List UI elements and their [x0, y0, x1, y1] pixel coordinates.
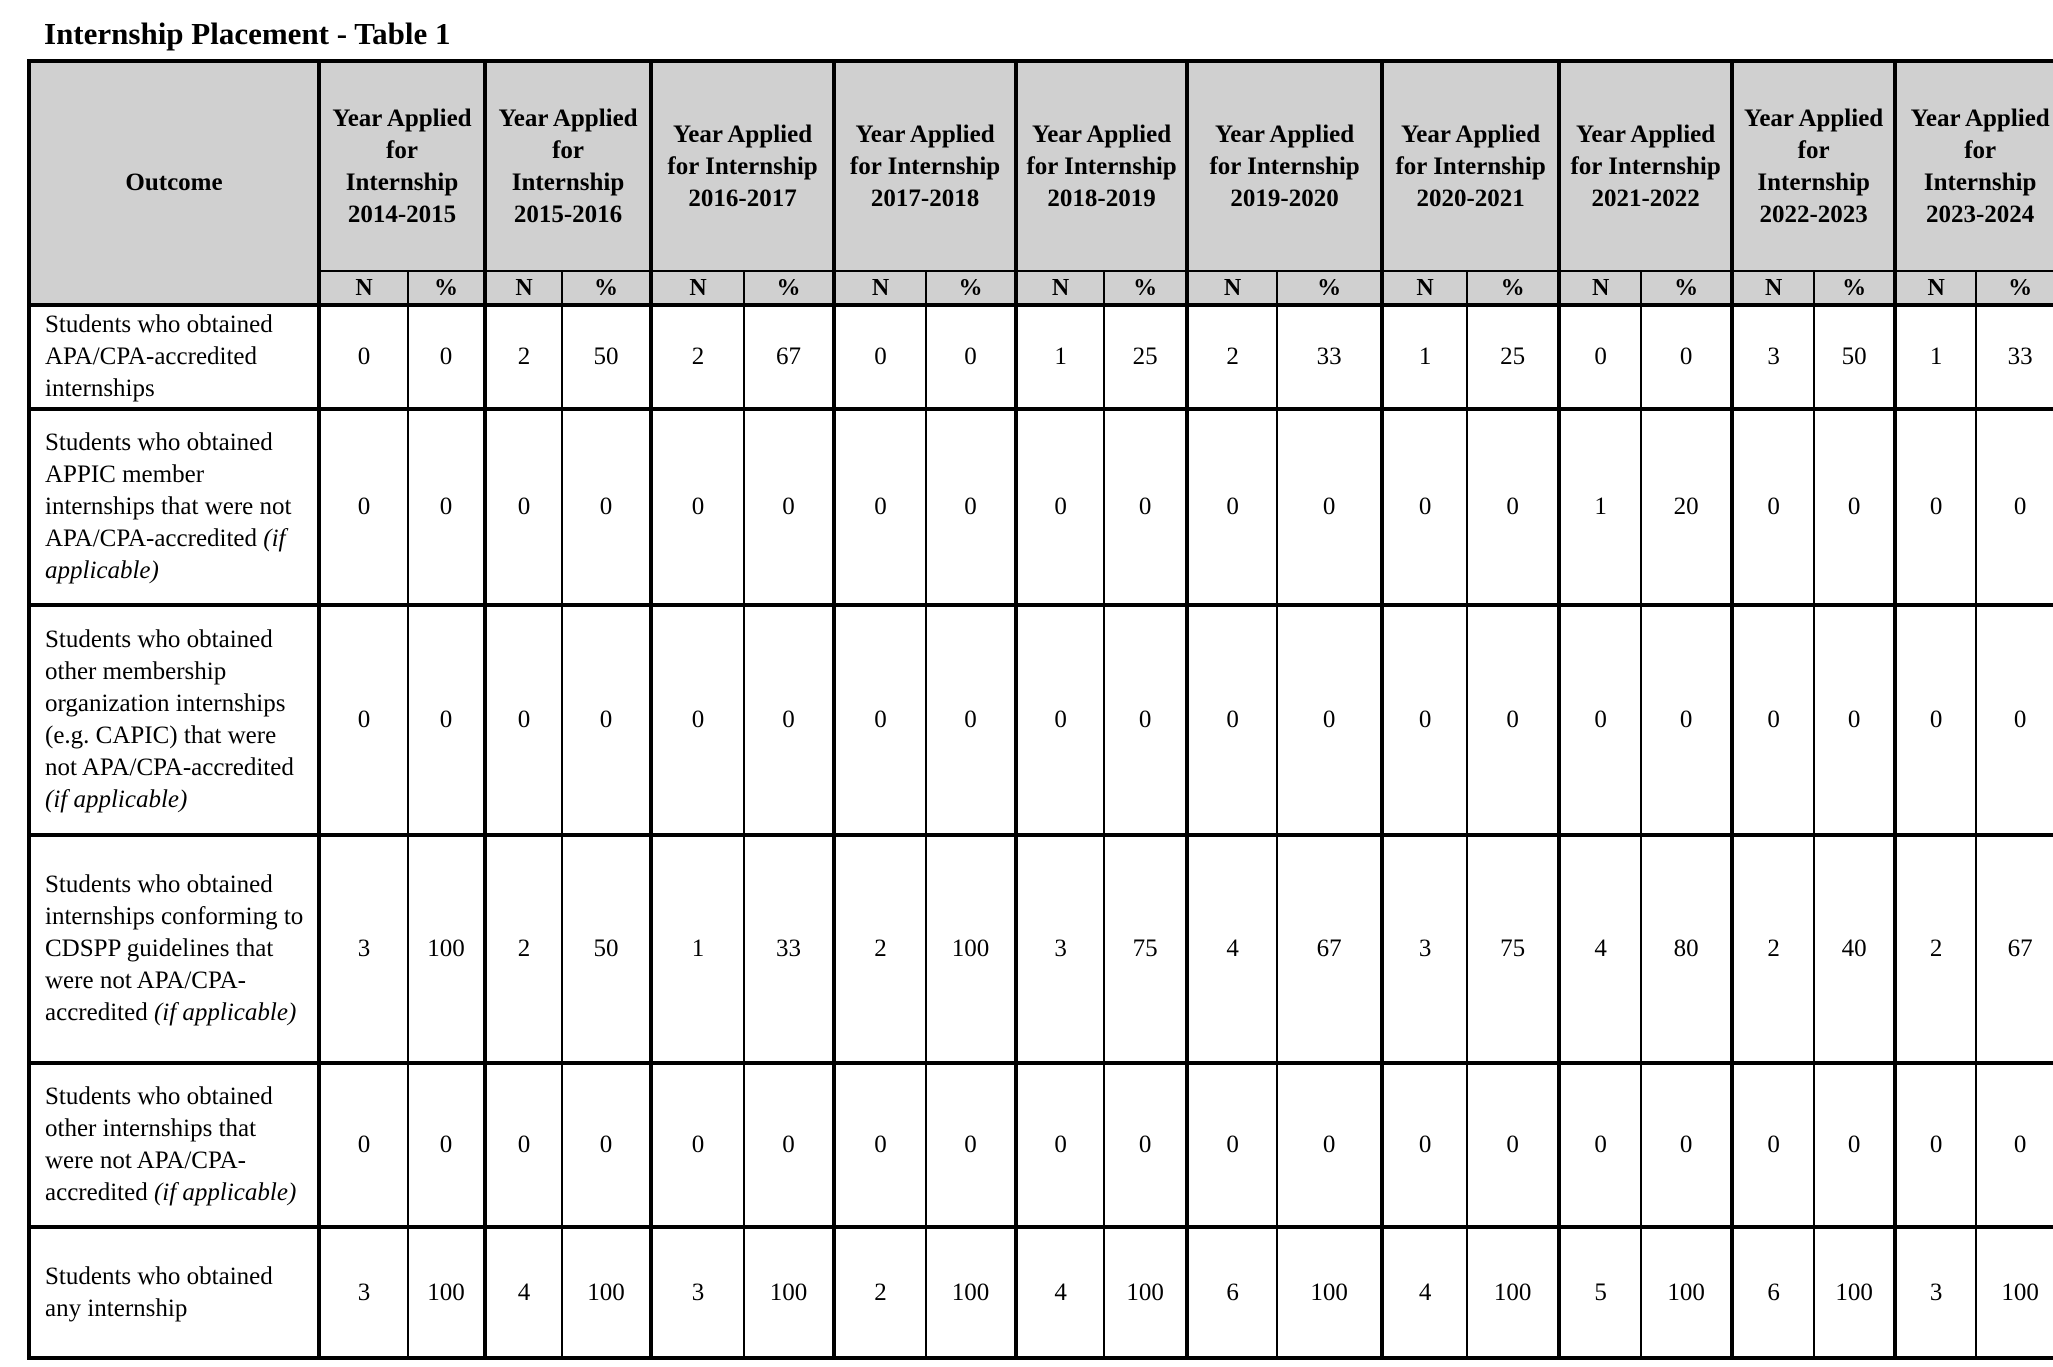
- percent-cell: 100: [562, 1227, 651, 1358]
- percent-cell: 40: [1814, 835, 1895, 1063]
- n-cell: 2: [1895, 835, 1976, 1063]
- percent-cell: 0: [926, 1063, 1016, 1227]
- n-column-header: N: [1382, 271, 1467, 305]
- percent-cell: 0: [1814, 605, 1895, 835]
- percent-cell: 0: [1976, 605, 2053, 835]
- year-header: Year Applied for Internship 2021-2022: [1559, 61, 1732, 271]
- percent-cell: 67: [744, 305, 834, 409]
- outcome-header: Outcome: [29, 61, 319, 305]
- percent-cell: 75: [1467, 835, 1559, 1063]
- n-cell: 6: [1187, 1227, 1277, 1358]
- n-cell: 3: [319, 1227, 408, 1358]
- percent-cell: 0: [1277, 605, 1382, 835]
- percent-cell: 50: [562, 305, 651, 409]
- n-cell: 1: [1895, 305, 1976, 409]
- n-cell: 1: [1382, 305, 1467, 409]
- n-cell: 6: [1732, 1227, 1814, 1358]
- percent-column-header: %: [744, 271, 834, 305]
- outcome-note: (if applicable): [45, 786, 188, 813]
- n-cell: 2: [1187, 305, 1277, 409]
- n-cell: 2: [1732, 835, 1814, 1063]
- n-cell: 0: [485, 1063, 562, 1227]
- n-cell: 0: [834, 305, 926, 409]
- percent-cell: 0: [1641, 605, 1732, 835]
- n-cell: 0: [651, 1063, 744, 1227]
- percent-cell: 0: [408, 1063, 485, 1227]
- percent-cell: 75: [1104, 835, 1187, 1063]
- percent-cell: 0: [1976, 1063, 2053, 1227]
- n-cell: 0: [1187, 409, 1277, 605]
- n-cell: 0: [1895, 1063, 1976, 1227]
- percent-cell: 0: [1641, 1063, 1732, 1227]
- n-column-header: N: [1016, 271, 1104, 305]
- percent-cell: 0: [408, 305, 485, 409]
- percent-cell: 100: [1277, 1227, 1382, 1358]
- n-cell: 0: [1382, 605, 1467, 835]
- percent-cell: 0: [1104, 605, 1187, 835]
- percent-cell: 0: [408, 605, 485, 835]
- year-header: Year Applied for Internship 2019-2020: [1187, 61, 1382, 271]
- n-cell: 0: [1559, 605, 1641, 835]
- percent-cell: 80: [1641, 835, 1732, 1063]
- percent-cell: 0: [926, 305, 1016, 409]
- percent-cell: 0: [1277, 1063, 1382, 1227]
- percent-cell: 0: [1467, 1063, 1559, 1227]
- percent-cell: 100: [744, 1227, 834, 1358]
- outcome-cell: [29, 605, 319, 835]
- n-cell: 0: [1016, 409, 1104, 605]
- n-cell: 3: [1016, 835, 1104, 1063]
- percent-cell: 100: [926, 1227, 1016, 1358]
- n-cell: 0: [1187, 605, 1277, 835]
- table-row: [29, 835, 2053, 1063]
- n-cell: 0: [1187, 1063, 1277, 1227]
- percent-column-header: %: [926, 271, 1016, 305]
- percent-cell: 0: [1277, 409, 1382, 605]
- n-cell: 2: [651, 305, 744, 409]
- outcome-text: Students who obtained APPIC member internships that were not APA/CPA-accredited: [45, 429, 292, 552]
- n-cell: 3: [651, 1227, 744, 1358]
- table-row: [29, 1227, 2053, 1358]
- n-cell: 0: [485, 409, 562, 605]
- percent-cell: 25: [1467, 305, 1559, 409]
- n-cell: 0: [1559, 1063, 1641, 1227]
- n-cell: 0: [1016, 605, 1104, 835]
- percent-column-header: %: [1104, 271, 1187, 305]
- n-cell: 0: [834, 1063, 926, 1227]
- year-header: Year Applied for Internship 2022-2023: [1732, 61, 1895, 271]
- percent-cell: 0: [744, 409, 834, 605]
- table-row: [29, 409, 2053, 605]
- year-header: Year Applied for Internship 2014-2015: [319, 61, 485, 271]
- n-cell: 0: [651, 605, 744, 835]
- percent-cell: 100: [1641, 1227, 1732, 1358]
- percent-cell: 0: [1467, 409, 1559, 605]
- outcome-note: (if applicable): [45, 525, 286, 584]
- outcome-text: Students who obtained internships conforming to CDSPP guidelines that were not APA/CPA-accredited: [45, 871, 304, 1026]
- n-cell: 0: [485, 605, 562, 835]
- percent-cell: 33: [744, 835, 834, 1063]
- n-column-header: N: [1559, 271, 1641, 305]
- percent-column-header: %: [1814, 271, 1895, 305]
- n-cell: 0: [1732, 409, 1814, 605]
- n-cell: 4: [1016, 1227, 1104, 1358]
- percent-cell: 0: [1104, 1063, 1187, 1227]
- percent-cell: 100: [408, 1227, 485, 1358]
- n-cell: 4: [1559, 835, 1641, 1063]
- percent-cell: 0: [408, 409, 485, 605]
- percent-cell: 33: [1976, 305, 2053, 409]
- n-cell: 0: [1895, 605, 1976, 835]
- percent-cell: 100: [408, 835, 485, 1063]
- percent-cell: 0: [926, 605, 1016, 835]
- percent-cell: 0: [1641, 305, 1732, 409]
- percent-cell: 100: [1814, 1227, 1895, 1358]
- percent-column-header: %: [1277, 271, 1382, 305]
- n-cell: 4: [485, 1227, 562, 1358]
- n-cell: 0: [319, 305, 408, 409]
- n-cell: 0: [1732, 605, 1814, 835]
- n-cell: 0: [651, 409, 744, 605]
- percent-cell: 67: [1976, 835, 2053, 1063]
- n-cell: 2: [834, 835, 926, 1063]
- percent-cell: 67: [1277, 835, 1382, 1063]
- percent-cell: 0: [1467, 605, 1559, 835]
- year-header: Year Applied for Internship 2020-2021: [1382, 61, 1559, 271]
- n-cell: 0: [1016, 1063, 1104, 1227]
- internship-placement-table: [27, 59, 2053, 1360]
- percent-cell: 0: [1104, 409, 1187, 605]
- n-cell: 5: [1559, 1227, 1641, 1358]
- n-cell: 0: [1895, 409, 1976, 605]
- n-cell: 0: [834, 409, 926, 605]
- n-cell: 4: [1382, 1227, 1467, 1358]
- n-cell: 0: [834, 605, 926, 835]
- n-column-header: N: [834, 271, 926, 305]
- outcome-text: Students who obtained any internship: [45, 1262, 273, 1322]
- year-header: Year Applied for Internship 2018-2019: [1016, 61, 1187, 271]
- percent-column-header: %: [408, 271, 485, 305]
- percent-cell: 0: [744, 1063, 834, 1227]
- page-title: Internship Placement - Table 1: [44, 16, 451, 51]
- n-column-header: N: [1895, 271, 1976, 305]
- n-cell: 0: [1732, 1063, 1814, 1227]
- year-header: Year Applied for Internship 2017-2018: [834, 61, 1016, 271]
- n-cell: 0: [319, 409, 408, 605]
- n-cell: 1: [651, 835, 744, 1063]
- n-column-header: N: [651, 271, 744, 305]
- percent-cell: 50: [562, 835, 651, 1063]
- percent-column-header: %: [1641, 271, 1732, 305]
- percent-cell: 100: [1104, 1227, 1187, 1358]
- outcome-note: (if applicable): [153, 999, 297, 1026]
- n-cell: 3: [1382, 835, 1467, 1063]
- n-column-header: N: [319, 271, 408, 305]
- n-column-header: N: [1732, 271, 1814, 305]
- percent-cell: 0: [926, 409, 1016, 605]
- outcome-cell: [29, 1063, 319, 1227]
- percent-cell: 0: [1814, 409, 1895, 605]
- table-row: [29, 1063, 2053, 1227]
- percent-cell: 50: [1814, 305, 1895, 409]
- outcome-cell: [29, 835, 319, 1063]
- year-header: Year Applied for Internship 2015-2016: [485, 61, 651, 271]
- n-cell: 2: [485, 305, 562, 409]
- n-cell: 1: [1016, 305, 1104, 409]
- percent-cell: 100: [1976, 1227, 2053, 1358]
- n-cell: 0: [1559, 305, 1641, 409]
- n-cell: 0: [1382, 1063, 1467, 1227]
- table-row: [29, 305, 2053, 409]
- outcome-note: (if applicable): [153, 1179, 297, 1206]
- percent-cell: 0: [744, 605, 834, 835]
- n-cell: 3: [319, 835, 408, 1063]
- percent-cell: 25: [1104, 305, 1187, 409]
- outcome-cell: [29, 409, 319, 605]
- percent-cell: 0: [1976, 409, 2053, 605]
- outcome-text: Students who obtained other internships that were not APA/CPA-accredited: [45, 1083, 273, 1206]
- n-cell: 0: [319, 1063, 408, 1227]
- n-column-header: N: [1187, 271, 1277, 305]
- n-cell: 0: [1382, 409, 1467, 605]
- n-column-header: N: [485, 271, 562, 305]
- percent-cell: 100: [926, 835, 1016, 1063]
- n-cell: 4: [1187, 835, 1277, 1063]
- outcome-text: Students who obtained other membership organization internships (e.g. CAPIC) that were not APA/CPA-accredited: [45, 626, 294, 781]
- percent-cell: 33: [1277, 305, 1382, 409]
- n-cell: 0: [319, 605, 408, 835]
- table-row: [29, 605, 2053, 835]
- percent-cell: 100: [1467, 1227, 1559, 1358]
- outcome-cell: [29, 305, 319, 409]
- outcome-text: Students who obtained APA/CPA-accredited internships: [45, 311, 273, 402]
- percent-cell: 20: [1641, 409, 1732, 605]
- percent-cell: 0: [562, 605, 651, 835]
- n-cell: 2: [834, 1227, 926, 1358]
- percent-column-header: %: [1467, 271, 1559, 305]
- n-cell: 1: [1559, 409, 1641, 605]
- n-cell: 3: [1895, 1227, 1976, 1358]
- year-header: Year Applied for Internship 2023-2024: [1895, 61, 2053, 271]
- n-cell: 3: [1732, 305, 1814, 409]
- percent-cell: 0: [1814, 1063, 1895, 1227]
- outcome-cell: [29, 1227, 319, 1358]
- percent-column-header: %: [562, 271, 651, 305]
- percent-cell: 0: [562, 409, 651, 605]
- percent-cell: 0: [562, 1063, 651, 1227]
- year-header: Year Applied for Internship 2016-2017: [651, 61, 834, 271]
- percent-column-header: %: [1976, 271, 2053, 305]
- n-cell: 2: [485, 835, 562, 1063]
